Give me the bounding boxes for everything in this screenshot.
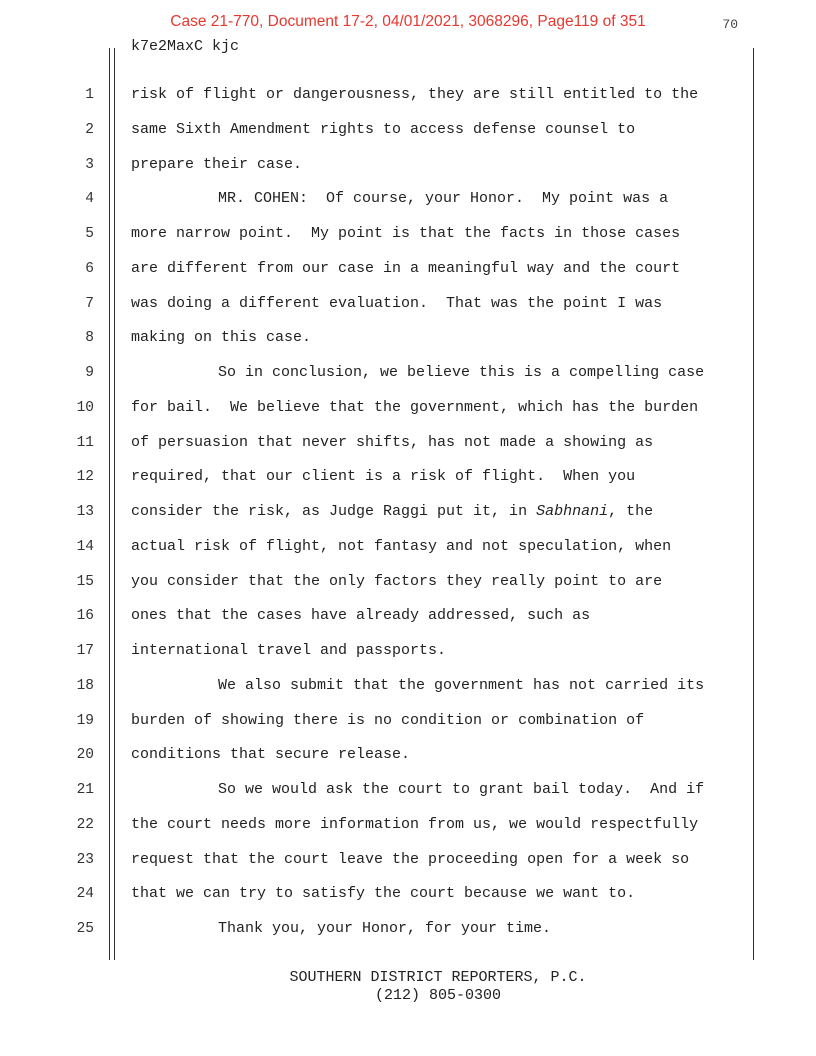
transcript-line <box>131 851 689 868</box>
case-name-italic: Sabhnani <box>536 503 609 520</box>
transcript-line <box>131 399 698 416</box>
line-text: So in conclusion, we believe this is a compelling case <box>218 364 705 381</box>
line-text: of persuasion that never shifts, has not made a showing as <box>131 434 654 451</box>
line-number: 23 <box>76 852 94 868</box>
line-text: MR. COHEN: Of course, your Honor. My point was a <box>218 190 669 207</box>
transcript-line <box>131 573 662 590</box>
page-number: 70 <box>722 17 738 32</box>
line-text: are different from our case in a meaningful way and the court <box>131 260 681 277</box>
line-text: for bail. We believe that the government, which has the burden <box>131 399 699 416</box>
caption: k7e2MaxC kjc <box>131 38 240 55</box>
line-number: 19 <box>76 713 94 729</box>
line-number: 2 <box>85 122 94 138</box>
line-number: 13 <box>76 504 94 520</box>
line-number: 10 <box>76 400 94 416</box>
transcript-line <box>131 295 662 312</box>
line-number: 24 <box>76 886 94 902</box>
transcript-line <box>131 434 653 451</box>
transcript-line <box>131 607 590 624</box>
footer-phone: (212) 805-0300 <box>374 987 502 1004</box>
line-text: actual risk of flight, not fantasy and not speculation, when <box>131 538 672 555</box>
line-text: Thank you, your Honor, for your time. <box>218 920 552 937</box>
transcript-line <box>131 468 635 485</box>
line-number: 20 <box>76 747 94 763</box>
left-margin-rule-inner <box>114 48 115 960</box>
transcript-line <box>218 190 668 207</box>
line-text: We also submit that the government has not carried its <box>218 677 705 694</box>
line-text: prepare their case. <box>131 156 303 173</box>
line-number: 18 <box>76 678 94 694</box>
transcript-line <box>218 677 704 694</box>
footer-reporter: SOUTHERN DISTRICT REPORTERS, P.C. <box>289 969 587 986</box>
right-margin-rule <box>753 48 754 960</box>
transcript-line <box>131 885 635 902</box>
transcript-line <box>131 86 698 103</box>
transcript-line <box>131 503 653 520</box>
line-text: required, that our client is a risk of flight. When you <box>131 468 636 485</box>
transcript-line <box>218 920 551 937</box>
line-number: 8 <box>85 330 94 346</box>
line-text-continued: , the <box>608 503 654 520</box>
case-stamp: Case 21-770, Document 17-2, 04/01/2021, 3068296, Page119 of 351 <box>170 13 646 30</box>
transcript-line <box>131 329 311 346</box>
line-number: 6 <box>85 261 94 277</box>
line-text: more narrow point. My point is that the facts in those cases <box>131 225 681 242</box>
transcript-line <box>131 121 635 138</box>
line-number: 1 <box>85 87 94 103</box>
line-number: 16 <box>76 608 94 624</box>
line-text: ones that the cases have already addressed, such as <box>131 607 591 624</box>
line-number: 7 <box>85 296 94 312</box>
transcript-line <box>131 816 698 833</box>
transcript-line <box>131 538 671 555</box>
line-number: 4 <box>85 191 94 207</box>
line-text: same Sixth Amendment rights to access defense counsel to <box>131 121 636 138</box>
line-number: 17 <box>76 643 94 659</box>
line-text: you consider that the only factors they really point to are <box>131 573 663 590</box>
line-text: burden of showing there is no condition or combination of <box>131 712 645 729</box>
line-number: 5 <box>85 226 94 242</box>
transcript-line <box>131 746 410 763</box>
line-text: consider the risk, as Judge Raggi put it, in <box>131 503 537 520</box>
transcript-line <box>131 642 446 659</box>
line-text: international travel and passports. <box>131 642 447 659</box>
line-text: making on this case. <box>131 329 312 346</box>
line-number: 21 <box>76 782 94 798</box>
line-text: was doing a different evaluation. That was the point I was <box>131 295 663 312</box>
line-text: that we can try to satisfy the court because we want to. <box>131 885 636 902</box>
transcript-line <box>131 260 680 277</box>
line-number: 3 <box>85 157 94 173</box>
line-number: 15 <box>76 574 94 590</box>
left-margin-rule-outer <box>109 48 110 960</box>
line-number: 25 <box>76 921 94 937</box>
line-text: risk of flight or dangerousness, they are still entitled to the <box>131 86 699 103</box>
line-number: 9 <box>85 365 94 381</box>
transcript-line <box>218 364 704 381</box>
line-number: 14 <box>76 539 94 555</box>
transcript-line <box>131 225 680 242</box>
line-number: 12 <box>76 469 94 485</box>
line-text: the court needs more information from us, we would respectfully <box>131 816 699 833</box>
line-text: conditions that secure release. <box>131 746 411 763</box>
line-number: 22 <box>76 817 94 833</box>
line-text: So we would ask the court to grant bail today. And if <box>218 781 705 798</box>
transcript-line <box>218 781 704 798</box>
transcript-line <box>131 156 302 173</box>
line-number: 11 <box>76 435 94 451</box>
line-text: request that the court leave the proceeding open for a week so <box>131 851 690 868</box>
transcript-line <box>131 712 644 729</box>
